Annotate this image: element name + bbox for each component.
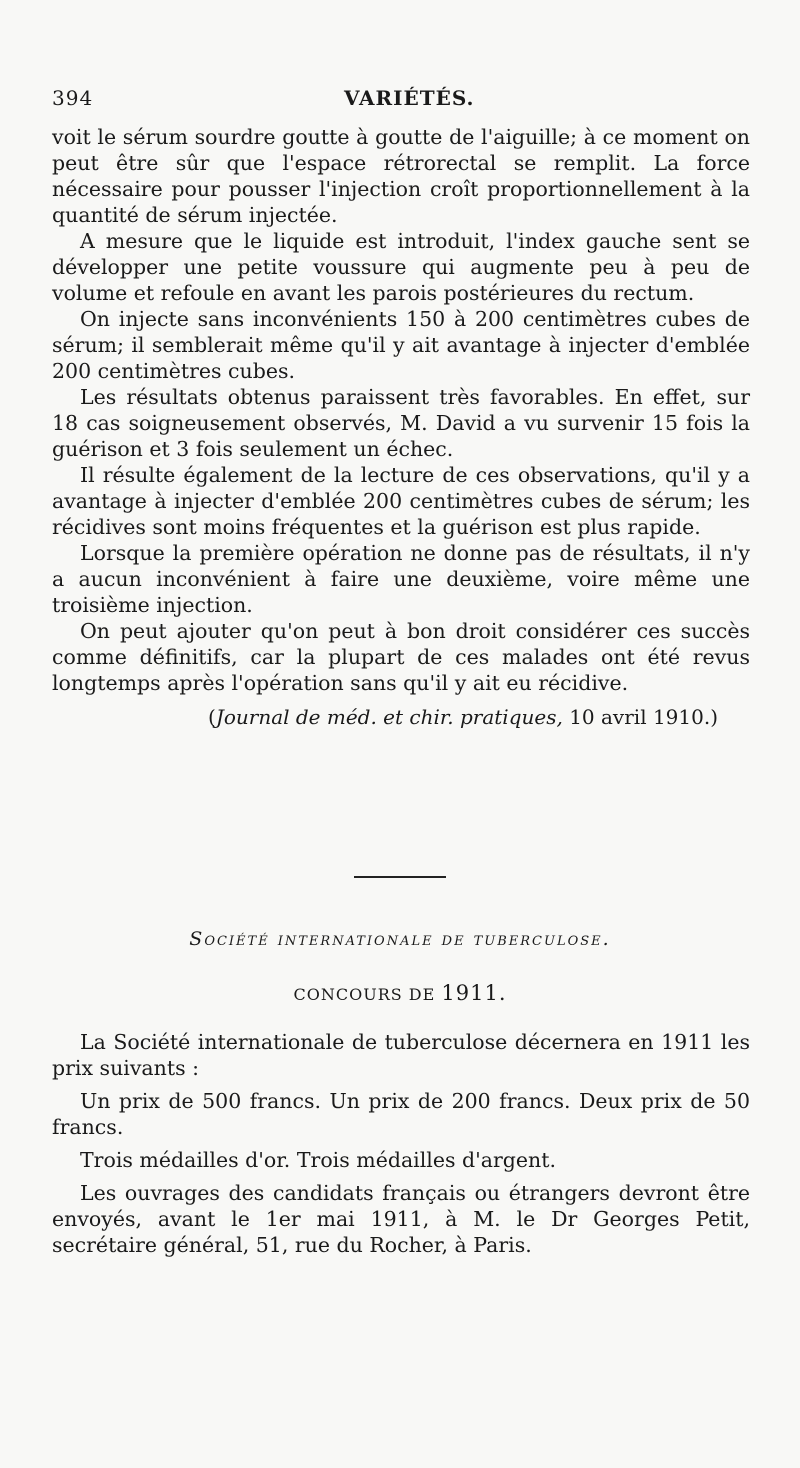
page-number: 394 bbox=[52, 86, 94, 110]
article-body bbox=[52, 124, 750, 730]
paragraph: Trois médailles d'or. Trois médailles d'argent. bbox=[80, 1148, 556, 1172]
paragraph: Lorsque la première opération ne donne pas de résultats, il n'y a aucun inconvénient à faire une deuxième, voire même une troisième injection. bbox=[52, 541, 750, 617]
section-subtitle bbox=[0, 981, 800, 1005]
citation bbox=[52, 704, 750, 730]
paragraph: Il résulte également de la lecture de ces observations, qu'il y a avantage à injecter d'emblée 200 centimètres cubes de sérum; les récidives sont moins fréquentes et la guérison est plus rapide. bbox=[52, 463, 750, 539]
subtitle-year: 1911. bbox=[441, 981, 507, 1005]
running-head: VARIÉTÉS. bbox=[344, 86, 475, 110]
paragraph: A mesure que le liquide est introduit, l'index gauche sent se développer une petite voussure qui augmente peu à peu de volume et refoule en avant les parois postérieures du rectum. bbox=[52, 229, 750, 305]
paragraph: Un prix de 500 francs. Un prix de 200 francs. Deux prix de 50 francs. bbox=[52, 1089, 750, 1139]
page-header bbox=[52, 86, 752, 116]
paragraph: La Société internationale de tuberculose décernera en 1911 les prix suivants : bbox=[52, 1030, 750, 1080]
section-title: Société internationale de tuberculose. bbox=[189, 928, 611, 950]
announcement-body bbox=[52, 1029, 750, 1265]
citation-open: ( bbox=[208, 705, 216, 729]
section-separator bbox=[354, 876, 446, 878]
paragraph: voit le sérum sourdre goutte à goutte de l'aiguille; à ce moment on peut être sûr que l'espace rétrorectal se remplit. La force nécessaire pour pousser l'injection croît proportionnellement à la quantité de sérum injectée. bbox=[52, 125, 750, 227]
paragraph: On peut ajouter qu'on peut à bon droit considérer ces succès comme définitifs, car la plupart de ces malades ont été revus longtemps après l'opération sans qu'il y ait eu récidive. bbox=[52, 619, 750, 695]
paragraph: Les ouvrages des candidats français ou étrangers devront être envoyés, avant le 1er mai 1911, à M. le Dr Georges Petit, secrétaire général, 51, rue du Rocher, à Paris. bbox=[52, 1181, 750, 1257]
subtitle-text: CONCOURS DE bbox=[293, 985, 442, 1004]
citation-source: Journal de méd. et chir. pratiques, bbox=[215, 705, 563, 729]
paragraph: On injecte sans inconvénients 150 à 200 centimètres cubes de sérum; il semblerait même qu'il y ait avantage à injecter d'emblée 200 centimètres cubes. bbox=[52, 307, 750, 383]
paragraph: Les résultats obtenus paraissent très favorables. En effet, sur 18 cas soigneusement observés, M. David a vu survenir 15 fois la guérison et 3 fois seulement un échec. bbox=[52, 385, 750, 461]
citation-date: 10 avril 1910.) bbox=[562, 705, 718, 729]
